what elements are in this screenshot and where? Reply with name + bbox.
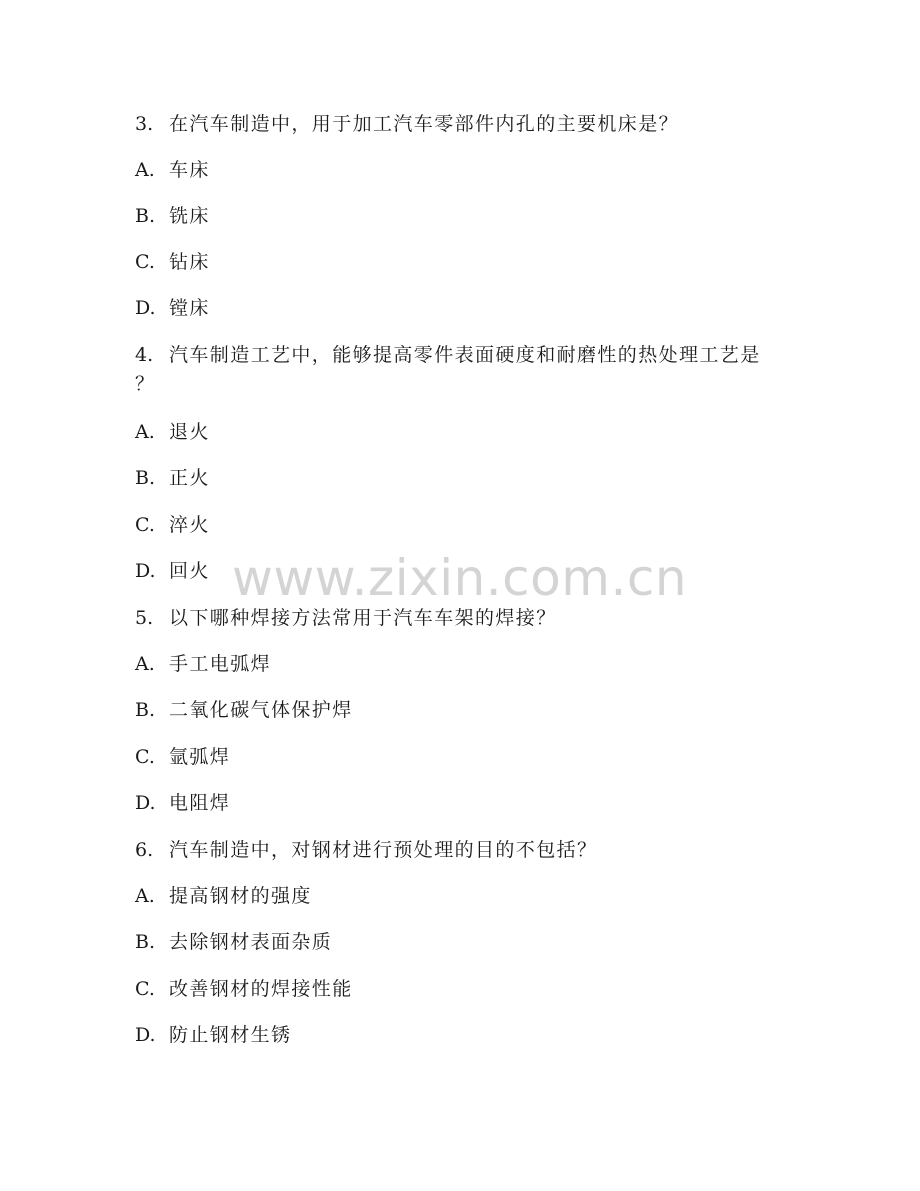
option-a [135,158,210,182]
option-a [135,420,210,444]
option-text: 回火 [169,560,210,582]
option-d [135,559,210,583]
question-text: 汽车制造中，对钢材进行预处理的目的不包括？ [169,839,598,861]
option-label: C. [135,978,155,1000]
option-text: 钻床 [169,251,210,273]
question-text: 在汽车制造中，用于加工汽车零部件内孔的主要机床是？ [169,113,680,135]
option-text: 改善钢材的焊接性能 [169,978,353,1000]
question-5 [135,606,557,630]
question-3 [135,112,679,136]
option-d [135,296,210,320]
option-text: 镗床 [169,297,210,319]
option-label: C. [135,746,155,768]
option-text: 二氧化碳气体保护焊 [169,699,353,721]
option-text: 氩弧焊 [169,746,231,768]
option-a [135,884,312,908]
option-c [135,977,353,1001]
question-number: 5. [135,607,154,629]
option-d [135,791,230,815]
option-label: B. [135,205,156,227]
question-text-continuation: ？ [135,373,156,395]
option-label: C. [135,251,155,273]
option-text: 退火 [169,421,210,443]
option-c [135,250,210,274]
option-label: D. [135,560,156,582]
option-text: 车床 [169,159,210,181]
option-label: A. [135,653,155,675]
option-b [135,466,210,490]
question-4 [135,343,761,367]
option-b [135,698,353,722]
option-label: B. [135,467,156,489]
question-number: 6. [135,839,154,861]
question-4-continuation [135,372,155,396]
option-label: A. [135,421,155,443]
option-text: 提高钢材的强度 [169,885,312,907]
option-label: B. [135,699,156,721]
option-label: D. [135,1024,156,1046]
option-label: A. [135,885,155,907]
option-text: 防止钢材生锈 [169,1024,292,1046]
option-text: 去除钢材表面杂质 [169,931,333,953]
option-text: 淬火 [169,514,210,536]
option-text: 正火 [169,467,210,489]
option-label: C. [135,514,155,536]
option-c [135,513,210,537]
question-number: 3. [135,113,154,135]
option-label: D. [135,297,156,319]
option-d [135,1023,291,1047]
question-6 [135,838,597,862]
option-text: 铣床 [169,205,210,227]
watermark: www.zixin.com.cn [232,549,688,607]
option-text: 电阻焊 [169,792,231,814]
option-b [135,204,210,228]
question-text: 汽车制造工艺中，能够提高零件表面硬度和耐磨性的热处理工艺是 [169,344,761,366]
option-c [135,745,230,769]
question-text: 以下哪种焊接方法常用于汽车车架的焊接？ [169,607,557,629]
option-b [135,930,332,954]
option-label: D. [135,792,156,814]
option-label: B. [135,931,156,953]
question-number: 4. [135,344,154,366]
option-label: A. [135,159,155,181]
option-a [135,652,271,676]
option-text: 手工电弧焊 [169,653,272,675]
